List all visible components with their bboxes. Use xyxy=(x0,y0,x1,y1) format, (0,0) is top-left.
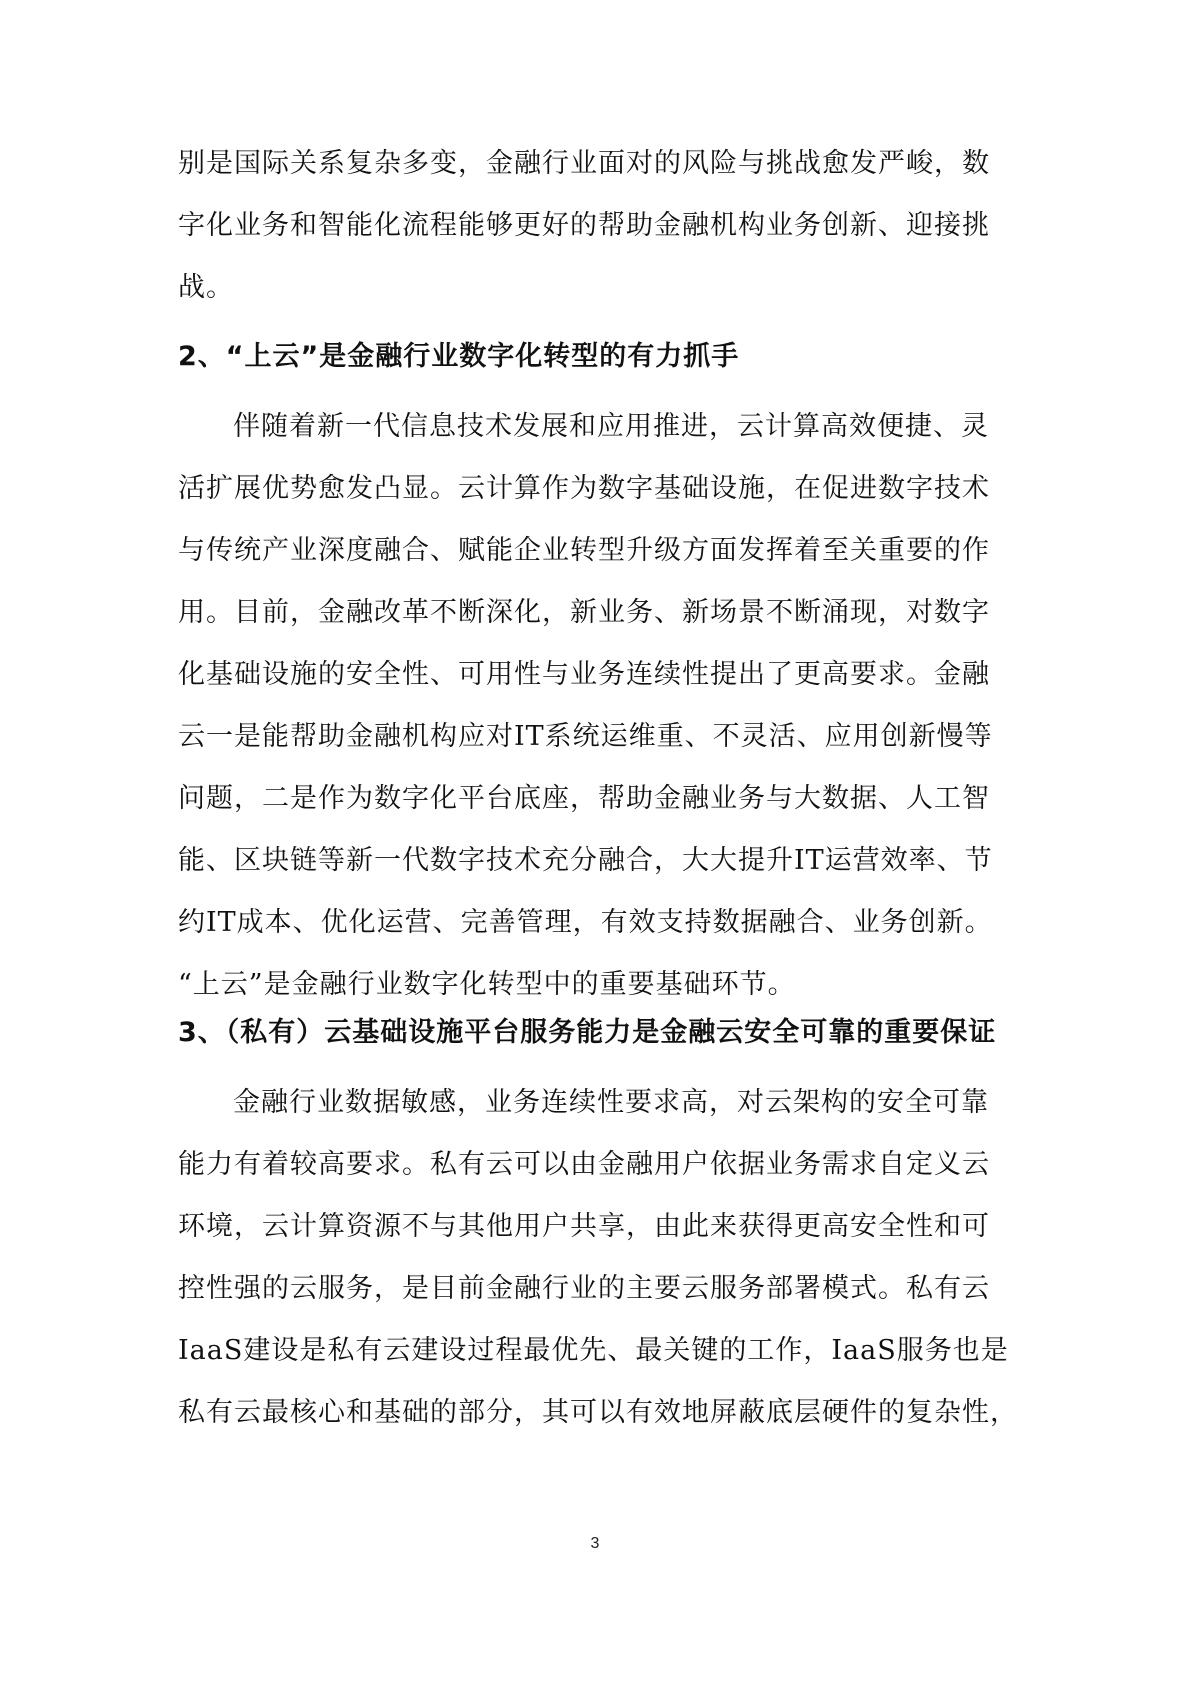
paragraph-line: 能、区块链等新一代数字技术充分融合，大大提升IT运营效率、节 xyxy=(178,845,993,876)
paragraph-line: 金融行业数据敏感，业务连续性要求高，对云架构的安全可靠 xyxy=(233,1087,989,1118)
paragraph-line: 云一是能帮助金融机构应对IT系统运维重、不灵活、应用创新慢等 xyxy=(178,721,993,752)
paragraph-line: 问题，二是作为数字化平台底座，帮助金融业务与大数据、人工智 xyxy=(178,783,990,814)
section-2-heading: 2、“上云”是金融行业数字化转型的有力抓手 xyxy=(178,341,740,372)
paragraph-line: 与传统产业深度融合、赋能企业转型升级方面发挥着至关重要的作 xyxy=(178,535,990,566)
paragraph-line: IaaS建设是私有云建设过程最优先、最关键的工作，IaaS服务也是 xyxy=(178,1335,1009,1366)
intro-paragraph xyxy=(178,133,1020,319)
paragraph-line: 能力有着较高要求。私有云可以由金融用户依据业务需求自定义云 xyxy=(178,1149,990,1180)
paragraph-line: “上云”是金融行业数字化转型中的重要基础环节。 xyxy=(178,969,796,1000)
paragraph-line: 字化业务和智能化流程能够更好的帮助金融机构业务创新、迎接挑 xyxy=(178,210,990,241)
paragraph-line: 活扩展优势愈发凸显。云计算作为数字基础设施，在促进数字技术 xyxy=(178,473,990,504)
paragraph-line: 化基础设施的安全性、可用性与业务连续性提出了更高要求。金融 xyxy=(178,659,990,690)
section-3-paragraph xyxy=(178,1072,1020,1444)
section-2-paragraph xyxy=(178,396,1020,1016)
paragraph-line: 伴随着新一代信息技术发展和应用推进，云计算高效便捷、灵 xyxy=(233,411,989,442)
paragraph-line: 别是国际关系复杂多变，金融行业面对的风险与挑战愈发严峻，数 xyxy=(178,148,990,179)
paragraph-line: 私有云最核心和基础的部分，其可以有效地屏蔽底层硬件的复杂性， xyxy=(178,1397,1018,1428)
paragraph-line: 环境，云计算资源不与其他用户共享，由此来获得更高安全性和可 xyxy=(178,1211,990,1242)
page-number: 3 xyxy=(590,1535,600,1552)
section-3-heading: 3、（私有）云基础设施平台服务能力是金融云安全可靠的重要保证 xyxy=(178,1017,997,1048)
paragraph-line: 控性强的云服务，是目前金融行业的主要云服务部署模式。私有云 xyxy=(178,1273,990,1304)
paragraph-line: 约IT成本、优化运营、完善管理，有效支持数据融合、业务创新。 xyxy=(178,907,993,938)
paragraph-line: 战。 xyxy=(178,272,234,303)
paragraph-line: 用。目前，金融改革不断深化，新业务、新场景不断涌现，对数字 xyxy=(178,597,990,628)
